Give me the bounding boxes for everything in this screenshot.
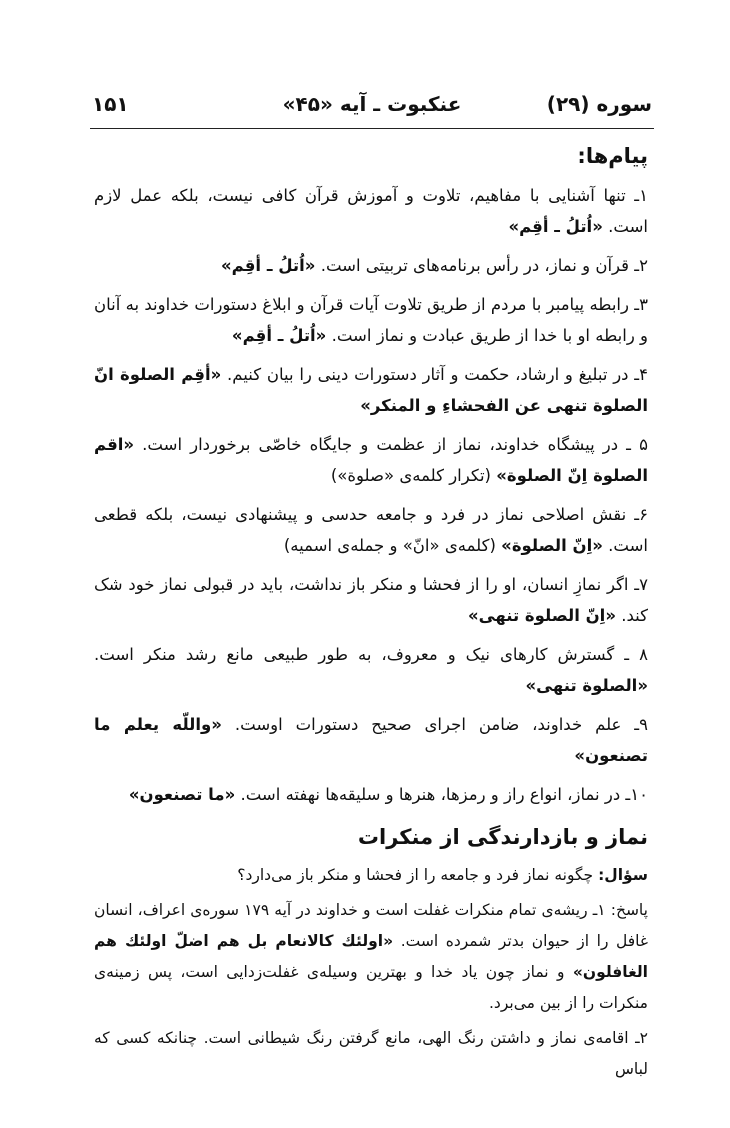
message-item xyxy=(94,429,648,491)
ayah-quote: «أقِم الصلوة انّ الصلوة تنهی عن الفحشاءِ و المنکر» xyxy=(94,365,648,415)
message-item xyxy=(94,289,648,351)
page-body xyxy=(94,140,648,1089)
ayah-quote: «اِنّ الصلوة» xyxy=(501,536,603,555)
item-text: ۹ـ علم خداوند، ضامن اجرای صحیح دستورات اوست. xyxy=(234,715,649,734)
answer-text: ۱ـ ریشه‌ی تمام منکرات غفلت است و خداوند در آیه ۱۷۹ سوره‌ی اعراف، انسان غافل را از حیوان بدتر شمرده است. xyxy=(94,901,649,950)
ayah-quote: «الصلوة تنهی» xyxy=(525,676,648,695)
message-item xyxy=(94,180,648,242)
page-header xyxy=(92,92,652,126)
question-text: چگونه نماز فرد و جامعه را از فحشا و منکر باز می‌دارد؟ xyxy=(237,866,594,884)
ayah-quote: «اولئك كالانعام بل هم اضلّ اولئك هم الغافلون» xyxy=(94,932,648,981)
item-note: (کلمه‌ی «انّ» و جمله‌ی اسمیه) xyxy=(283,536,496,555)
ayah-quote: «اُتلُ ـ أقِم» xyxy=(508,217,603,236)
ayah-quote: «اقم الصلوة اِنّ الصلوة» xyxy=(94,435,648,485)
sura-label: سوره (۲۹) xyxy=(546,92,652,116)
ayah-quote: «ما تصنعون» xyxy=(128,785,236,804)
header-divider xyxy=(90,128,654,129)
message-item xyxy=(94,709,648,771)
item-text: ۶ـ نقش اصلاحی نماز در فرد و جامعه حدسی و پیشنهادی نیست، بلکه قطعی است. xyxy=(94,505,648,555)
answer-text: و نماز چون یاد خدا و بهترین وسیله‌ی غفلت‌زدایی است، پس زمینه‌ی منکرات را از بین می‌برد. xyxy=(94,963,648,1012)
item-text: ۸ ـ گسترش کارهای نیک و معروف، به طور طبیعی مانع رشد منکر است. xyxy=(94,645,648,664)
item-text: ۵ ـ در پیشگاه خداوند، نماز از عظمت و جایگاه خاصّی برخوردار است. xyxy=(142,435,648,454)
messages-heading: پیام‌ها: xyxy=(577,144,648,168)
item-text: ۴ـ در تبلیغ و ارشاد، حکمت و آثار دستورات دینی را بیان کنیم. xyxy=(227,365,648,384)
item-text: ۲ـ قرآن و نماز، در رأس برنامه‌های تربیتی است. xyxy=(320,256,648,275)
item-text: ۱۰ـ در نماز، انواع راز و رمزها، هنرها و سلیقه‌ها نهفته است. xyxy=(240,785,648,804)
ayah-quote: «واللّه یعلم ما تصنعون» xyxy=(94,715,648,765)
item-text: ۳ـ رابطه پیامبر با مردم از طریق تلاوت آیات قرآن و ابلاغ دستورات خداوند به آنان و رابطه او با خدا از طریق عبادت و نماز است. xyxy=(94,295,648,345)
answer-continued: ۲ـ اقامه‌ی نماز و داشتن رنگ الهی، مانع گرفتن رنگ شیطانی است. چنانکه کسی که لباس xyxy=(94,1029,648,1078)
message-item xyxy=(94,779,648,810)
answer-label: پاسخ: xyxy=(610,901,648,919)
question-label: سؤال: xyxy=(598,866,648,884)
message-item xyxy=(94,359,648,421)
section-title: نماز و بازدارندگی از منکرات xyxy=(357,825,648,849)
message-item xyxy=(94,639,648,701)
item-text: ۷ـ اگر نمازِ انسان، او را از فحشا و منکر باز نداشت، باید در قبولی نماز خود شک کند. xyxy=(94,575,648,625)
ayah-quote: «اُتلُ ـ أقِم» xyxy=(221,256,316,275)
question xyxy=(94,860,648,891)
page-number: ۱۵۱ xyxy=(92,92,129,116)
item-note: (تکرار کلمه‌ی «صلوة») xyxy=(330,466,491,485)
message-item xyxy=(94,499,648,561)
ayah-quote: «اِنّ الصلوة تنهی» xyxy=(468,606,616,625)
ayah-quote: «اُتلُ ـ أقِم» xyxy=(231,326,327,345)
answer xyxy=(94,895,648,1019)
chapter-title: عنکبوت ـ آیه «۴۵» xyxy=(282,92,462,116)
item-text: ۱ـ تنها آشنایی با مفاهیم، تلاوت و آموزش قرآن کافی نیست، بلکه عمل لازم است. xyxy=(94,186,648,236)
message-item xyxy=(94,250,648,281)
message-item xyxy=(94,569,648,631)
